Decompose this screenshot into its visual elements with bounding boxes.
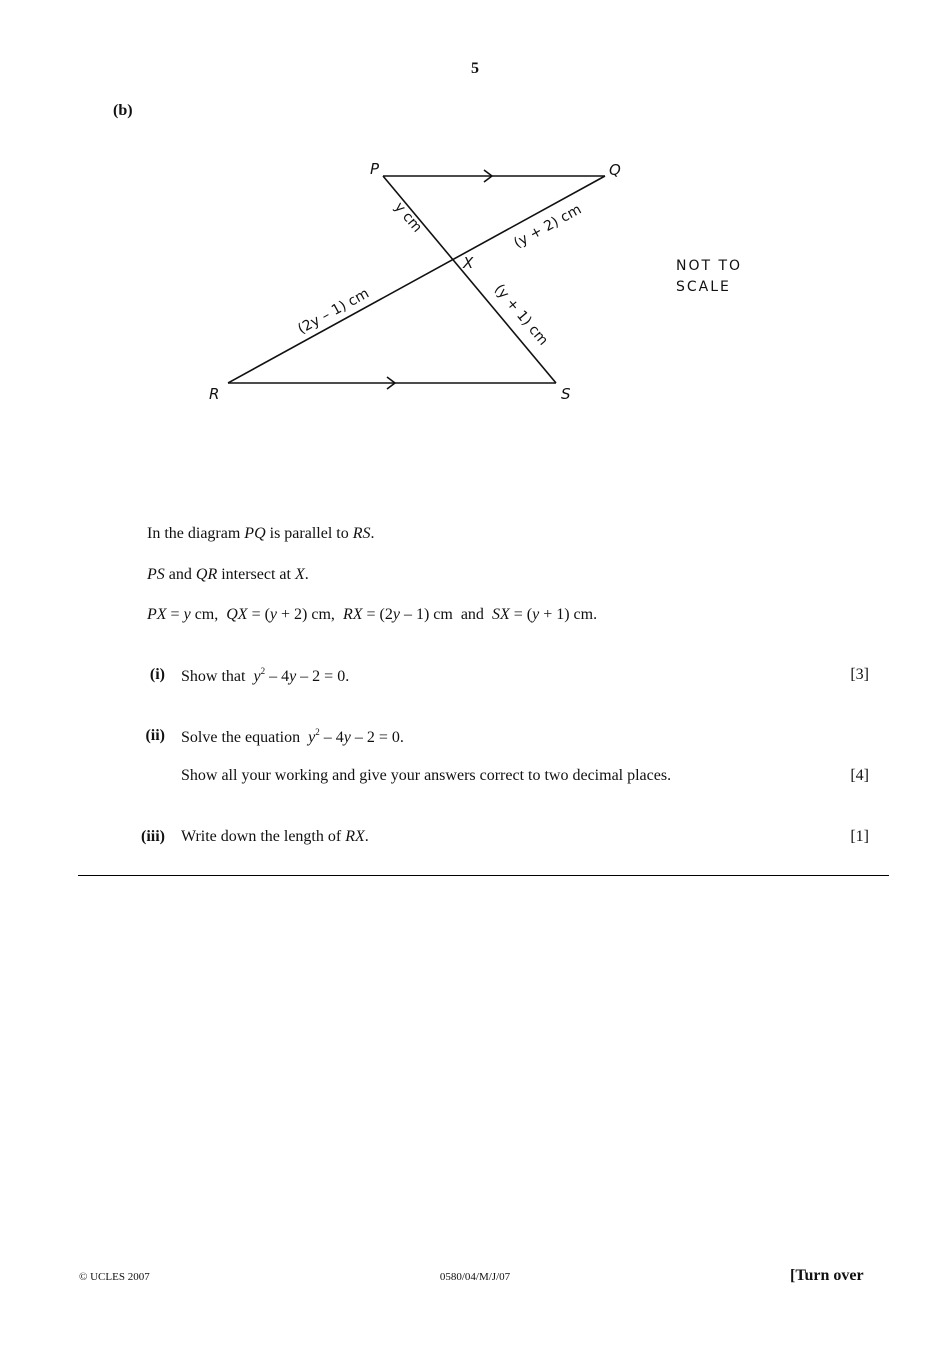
point-label-x: X	[463, 254, 474, 272]
page-number: 5	[471, 60, 479, 77]
footer-copyright: © UCLES 2007	[79, 1271, 150, 1283]
question-number-i: (i)	[149, 666, 165, 683]
point-label-r: R	[209, 385, 220, 403]
line-qr	[228, 176, 605, 383]
question-text-ii-line2: Show all your working and give your answers correct to two decimal places.	[181, 767, 672, 784]
length-label-px: y cm	[390, 199, 426, 236]
marks-i: [3]	[850, 666, 869, 683]
question-number-ii: (ii)	[145, 727, 165, 744]
intersect-sentence: PS and QR intersect at X.	[147, 566, 309, 583]
section-divider	[78, 875, 889, 876]
geometry-diagram	[195, 150, 755, 415]
length-label-rx: (2y – 1) cm	[295, 285, 372, 338]
question-number-iii: (iii)	[141, 828, 165, 845]
point-label-p: P	[370, 160, 380, 178]
footer-paper-code: 0580/04/M/J/07	[439, 1271, 511, 1283]
not-to-scale-line2: SCALE	[676, 279, 731, 295]
marks-ii: [4]	[850, 767, 869, 784]
question-text-i: Show that $y^2 - 4y - 2 = 0$.	[181, 666, 350, 685]
lengths-sentence: PX = y cm, QX = (y + 2) cm, RX = (2y – 1) cm and SX = (y + 1) cm.	[147, 606, 598, 623]
question-text-iii: Write down the length of RX.	[181, 828, 369, 845]
intro-sentence: In the diagram PQ is parallel to RS.	[147, 525, 375, 542]
point-label-s: S	[561, 385, 571, 403]
part-label: (b)	[113, 102, 133, 119]
length-label-qx: (y + 2) cm	[511, 201, 585, 252]
question-text-ii: Solve the equation $y^2 - 4y - 2 = 0$.	[181, 727, 404, 746]
marks-iii: [1]	[850, 828, 869, 845]
not-to-scale-line1: NOT TO	[676, 258, 743, 274]
footer-turn-over: [Turn over	[790, 1267, 864, 1284]
length-label-sx: (y + 1) cm	[490, 281, 552, 349]
point-label-q: Q	[609, 161, 621, 179]
